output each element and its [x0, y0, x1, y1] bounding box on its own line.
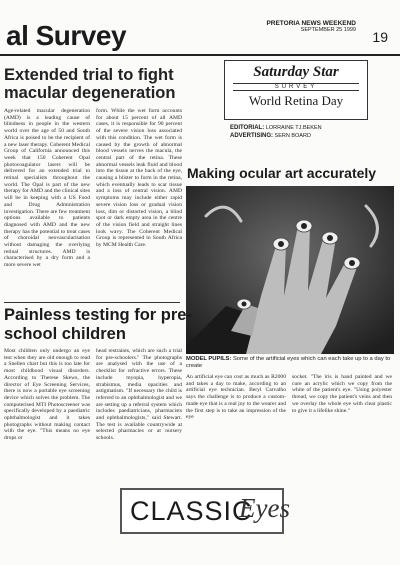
publication-info [266, 20, 356, 34]
advertising-name: SERN BOARD [274, 133, 311, 139]
section-title: al Survey [6, 20, 127, 51]
article1-headline: Extended trial to fight macular degeneration [4, 66, 176, 102]
credits [230, 124, 322, 140]
caption-label: MODEL PUPILS: [186, 356, 232, 362]
article-divider [4, 302, 180, 303]
hand-with-eyes-image [186, 186, 394, 354]
article1-col1: Age-related macular degeneration (AMD) is a leading cause of blindness in people in the western world over the age of 50 and South Africa is poised to be the recipient of a new laser therapy. Coherent Medical Group of California announced this week that 150 Coherent Opal photocoagulator lasers will be delivered for an extended trial to retinal specialists throughout the world. The Opal is part of the new therapy for AMD and the clinical sites will be in keeping with a US Food and Drug Administration investigation. There are few treatment options available to patients diagnosed with AMD and the new therapy has the potential to treat cases of choroidal neovascularisation without damaging the overlying retinal structures. AMD is characterised by a dry form and a more severe wet [4, 108, 90, 269]
editorial-label: EDITORIAL: [230, 125, 265, 131]
article1-col2: form. While the wet form accounts for about 15 percent of all AMD cases, it is responsible for 90 percent of the severe vision loss associated with this condition. The wet form is caused by the growth of abnormal blood vessels nerves the macula, the central part of the retina. These abnormal vessels leak fluid and blood into the tissue at the back of the eye, causing a blister to form in the retina, which eventually leads to scar tissue and a loss of central vision. AMD symptoms may include either rapid severe vision loss or gradual vision loss, dim or distorted vision, a blind spot or dark empty area in the centre of the vision field and straight lines look wavy. The Coherent Medical Group is represented in South Africa by MCM Health Care. [96, 108, 182, 249]
advert-word-eyes: Eyes [239, 493, 290, 523]
article3-col1: Most children only undergo an eye test when they are old enough to read a Snellen chart but this is too late for most childhood visual disorders. According to Therese Skews, the director of Eye Screening Services, there is now a portable eye screening device which solves the problem. The computerised MTI Photoscreener was specifically developed by a paediatric ophthalmologist and it takes photographs without making contact with the eye. "This means no eye drops or [4, 348, 90, 442]
advertising-label: ADVERTISING: [230, 133, 274, 139]
article3-col2: head restraints, which are such a trial for pre-schoolers." The photographs are analysed with the use of a checklist for refractive errors. These include myopia, hyperopia, strabismus, media opacities and astigmatism. "If necessary the child is referred to an ophthalmologist and we are setting up a referral system which includes paediatricians, pharmacists and ophthalmologists," said Stewart. The test is available countrywide at selected pharmacies or at nursery schools. [96, 348, 182, 442]
publication-name: PRETORIA NEWS WEEKEND [266, 20, 356, 27]
advert-word-classic: CLASSIC [130, 496, 253, 526]
article2-col2: socket. "The iris is hand painted and we cure an acrylic which we copy from the white of the patient's eye. "Using polyester thread, we copy the patient's veins and then we overlay the whole eye with clear plastic to give it a lifelike shine." [292, 374, 392, 414]
article2-headline: Making ocular art accurately [187, 165, 377, 181]
classic-eyes-advert [120, 488, 290, 534]
page-number: 19 [372, 29, 388, 45]
artificial-eyes-photo [186, 186, 394, 354]
masthead-paper: Saturday Star [253, 64, 339, 80]
editorial-name: LORRAINE TJ.BEKEN [265, 125, 322, 131]
masthead-label: SURVEY [233, 83, 359, 91]
publication-date: SEPTEMBER 25 1999 [300, 27, 356, 33]
article3-headline: Painless testing for pre-school children [4, 306, 192, 343]
article2-col1: An artificial eye can cost as much as R2000 and takes a day to make, according to an artificial eye technician. Beryl Carvalho says the challenge is to produce a custom-made eye that is a real joy to the wearer and the first step is to take an impression of the eye [186, 374, 286, 421]
caption-text: Some of the artificial eyes which can each take up to a day to create [186, 356, 391, 369]
header-rule [0, 54, 400, 56]
survey-masthead [224, 60, 368, 120]
masthead-title: World Retina Day [248, 93, 344, 108]
photo-caption [186, 356, 394, 370]
